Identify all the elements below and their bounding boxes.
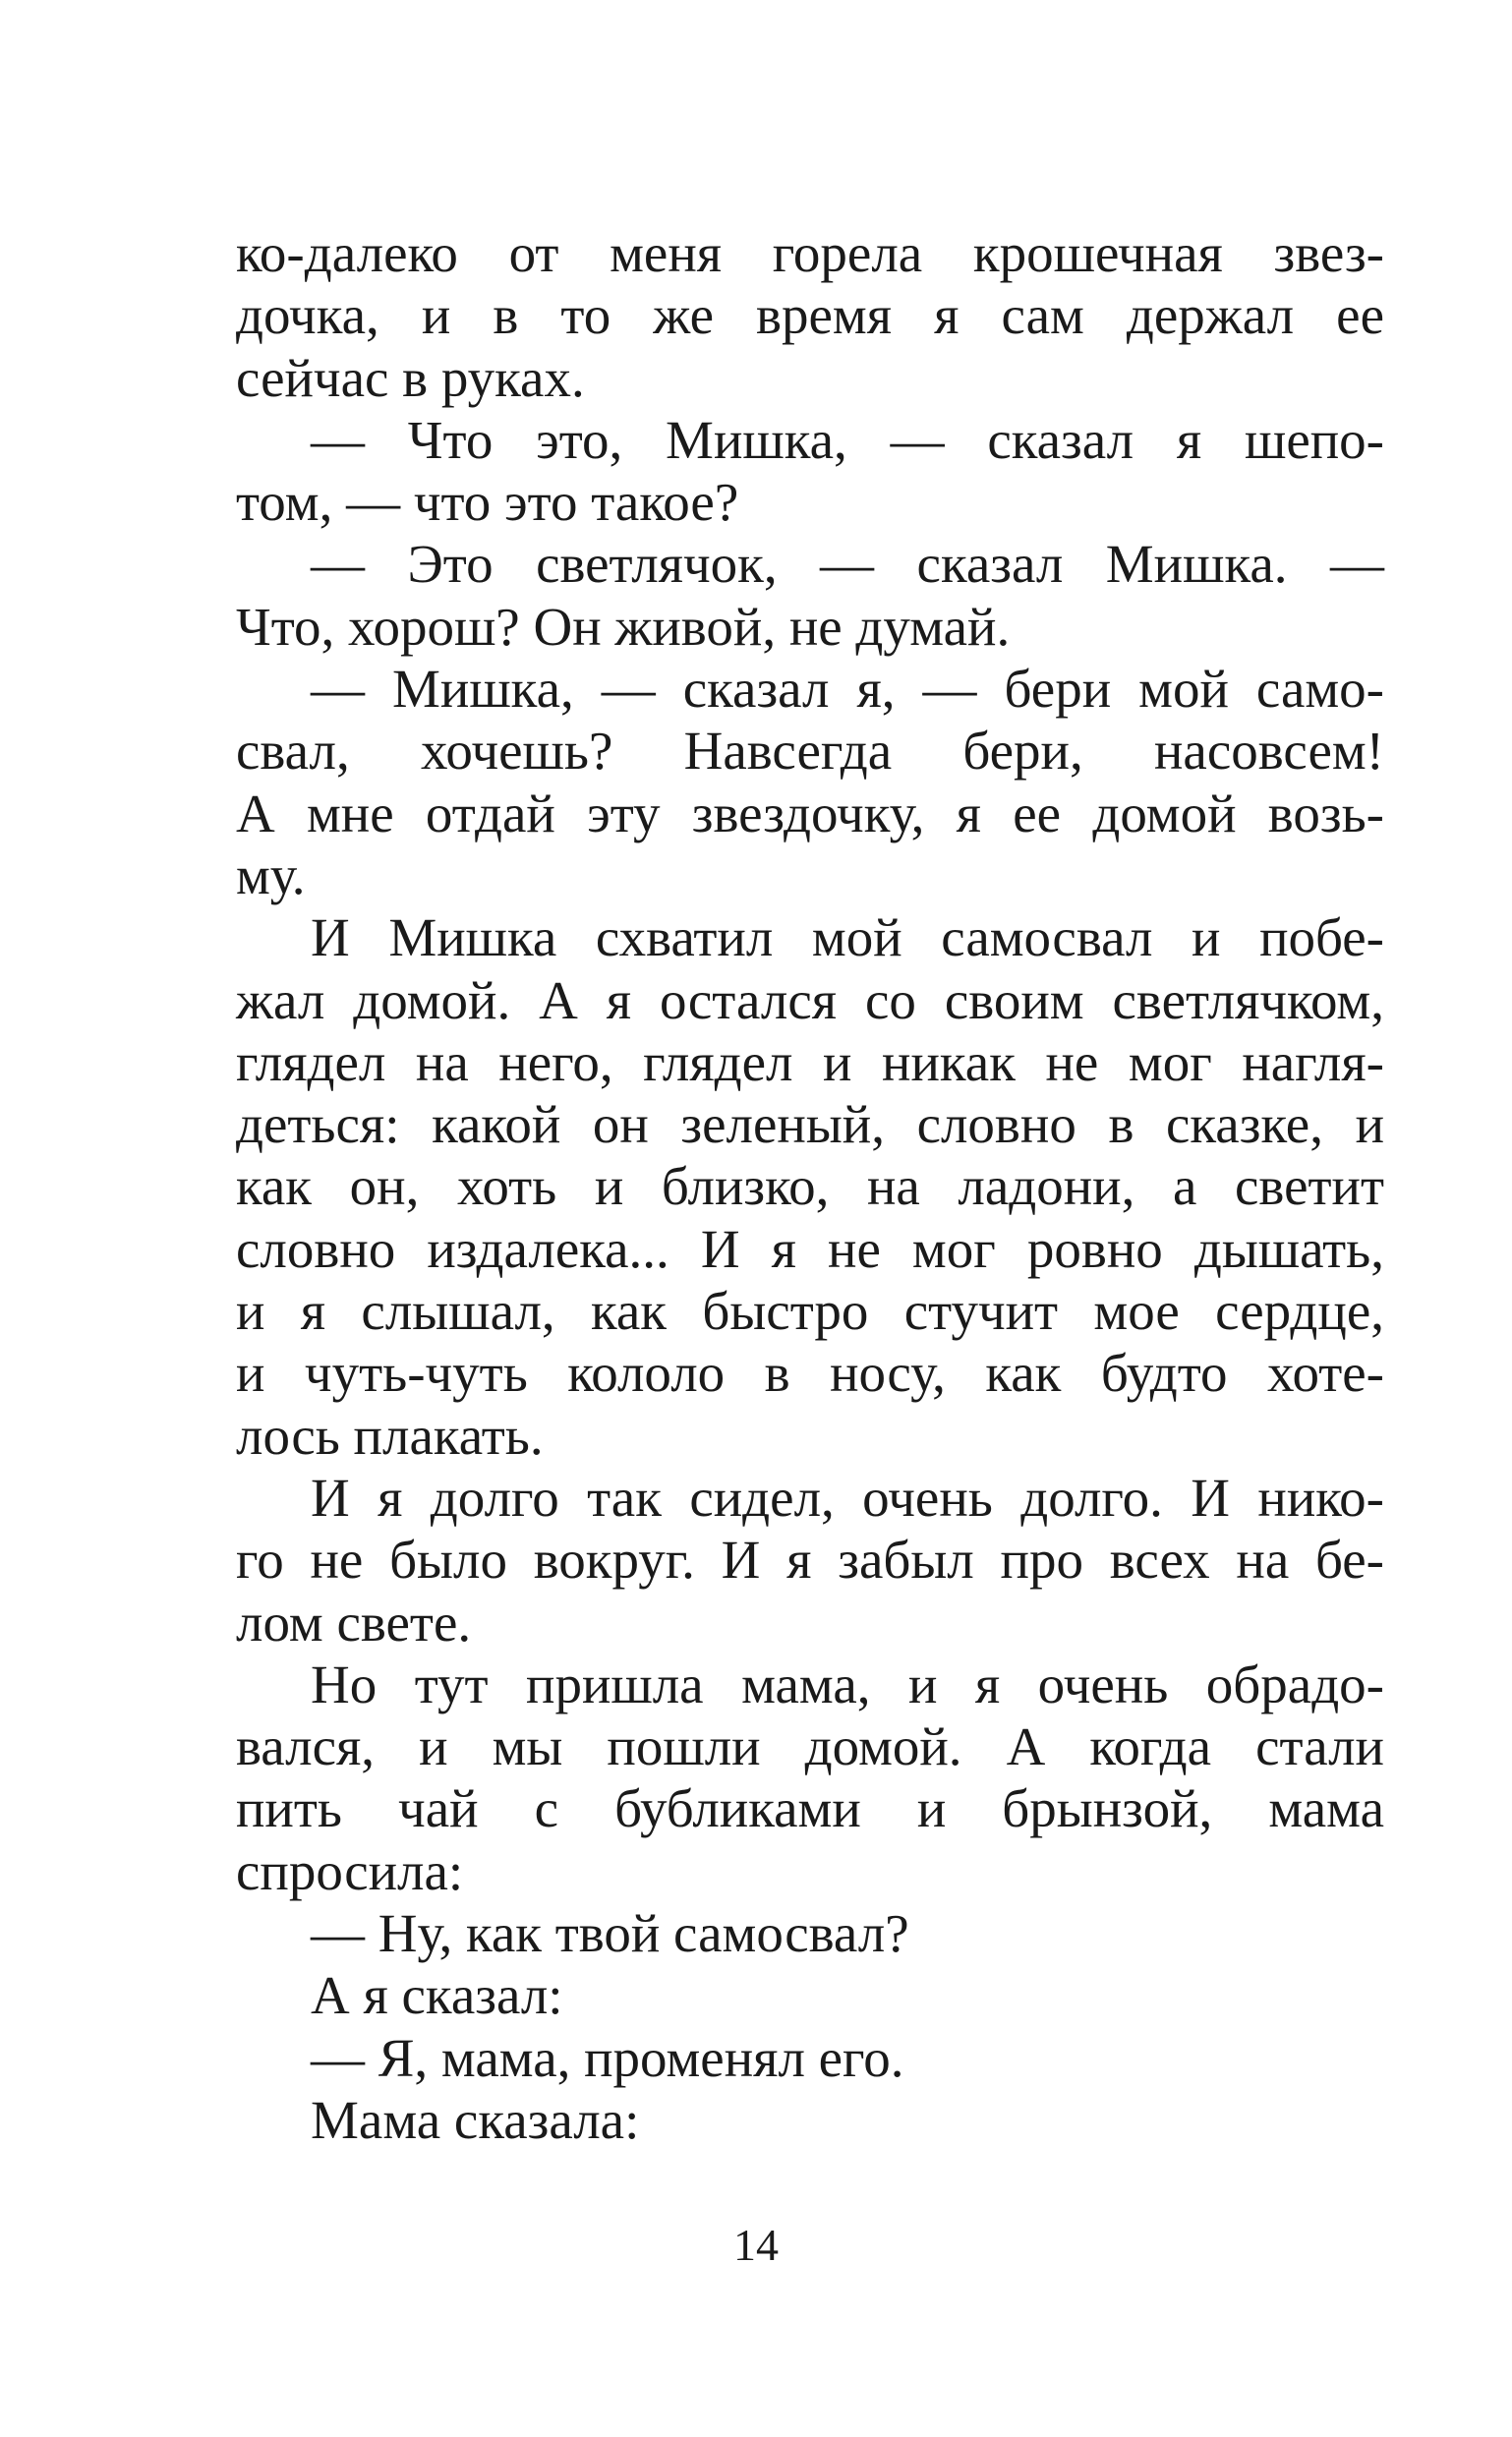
text-line: и чуть-чуть кололо в носу, как будто хоте- <box>236 1343 1384 1404</box>
text-line: дочка, и в то же время я сам держал ее <box>236 285 1384 346</box>
text-line: — Я, мама, променял его. <box>311 2027 904 2088</box>
text-line: ко-далеко от меня горела крошечная звез- <box>236 223 1384 283</box>
text-line: глядел на него, глядел и никак не мог нагля- <box>236 1031 1384 1092</box>
text-line: И я долго так сидел, очень долго. И нико- <box>311 1467 1384 1528</box>
text-line: как он, хоть и близко, на ладони, а светит <box>236 1156 1384 1217</box>
text-line: спросила: <box>236 1840 464 1901</box>
text-line: и я слышал, как быстро стучит мое сердце, <box>236 1281 1384 1342</box>
text-line: вался, и мы пошли домой. А когда стали <box>236 1716 1384 1777</box>
text-line: том, — что это такое? <box>236 472 739 533</box>
text-line: му. <box>236 844 306 905</box>
text-line: лось плакать. <box>236 1405 544 1466</box>
text-line: жал домой. А я остался со своим светлячком, <box>236 969 1384 1030</box>
text-line: — Ну, как твой самосвал? <box>311 1903 909 1964</box>
text-line: лом свете. <box>236 1592 472 1653</box>
text-line: И Мишка схватил мой самосвал и побе- <box>311 907 1384 968</box>
text-line: пить чай с бубликами и брынзой, мама <box>236 1778 1384 1839</box>
text-line: Мама сказала: <box>311 2089 640 2150</box>
text-line: — Это светлячок, — сказал Мишка. — <box>311 534 1384 595</box>
text-line: свал, хочешь? Навсегда бери, насовсем! <box>236 721 1384 782</box>
text-line: сейчас в руках. <box>236 347 585 408</box>
text-line: деться: какой он зеленый, словно в сказке, и <box>236 1094 1384 1155</box>
text-line: — Мишка, — сказал я, — бери мой само- <box>311 659 1384 720</box>
text-line: словно издалека... И я не мог ровно дышать, <box>236 1218 1384 1279</box>
text-line: го не было вокруг. И я забыл про всех на бе- <box>236 1530 1384 1591</box>
text-line: Но тут пришла мама, и я очень обрадо- <box>311 1654 1384 1714</box>
text-line: А я сказал: <box>311 1965 563 2026</box>
page-number: 14 <box>733 2220 779 2270</box>
page-text <box>236 222 1384 2151</box>
text-line: Что, хорош? Он живой, не думай. <box>236 596 1011 657</box>
text-line: — Что это, Мишка, — сказал я шепо- <box>311 409 1384 470</box>
text-line: А мне отдай эту звездочку, я ее домой возь- <box>236 783 1384 843</box>
